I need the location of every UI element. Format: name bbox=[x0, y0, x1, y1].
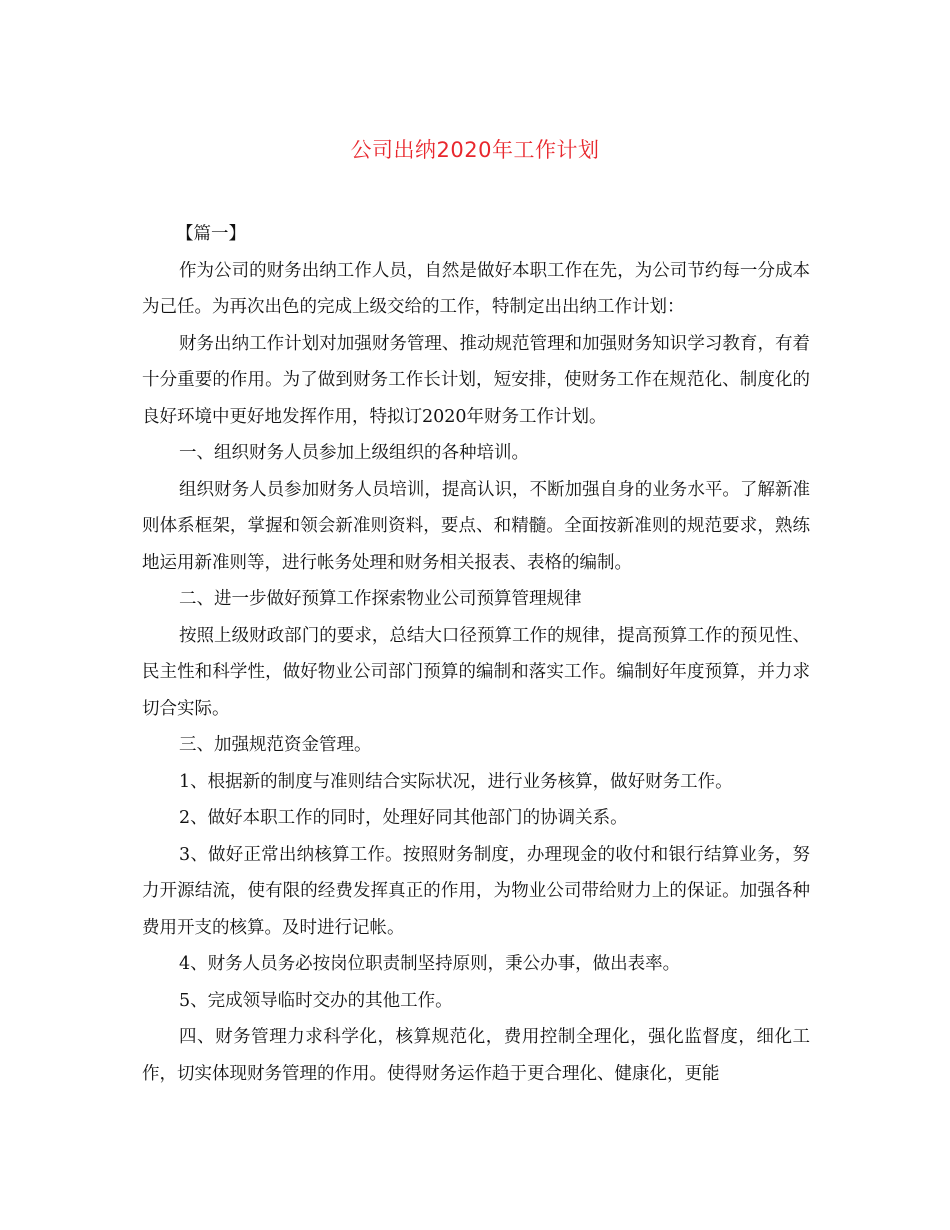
document-title: 公司出纳2020年工作计划 bbox=[350, 138, 600, 162]
section-label: 【篇一】 bbox=[176, 224, 246, 244]
paragraph: 按照上级财政部门的要求，总结大口径预算工作的规律，提高预算工作的预见性、民主性和科学性，做好物业公司部门预算的编制和落实工作。编制好年度预算，并力求切合实际。 bbox=[142, 625, 810, 719]
paragraph: 5、完成领导临时交办的其他工作。 bbox=[179, 990, 453, 1011]
paragraph: 四、财务管理力求科学化，核算规范化，费用控制全理化，强化监督度，细化工作，切实体现财务管理的作用。使得财务运作趋于更合理化、健康化，更能 bbox=[142, 1027, 810, 1084]
paragraph: 财务出纳工作计划对加强财务管理、推动规范管理和加强财务知识学习教育，有着十分重要的作用。为了做到财务工作长计划，短安排，使财务工作在规范化、制度化的良好环境中更好地发挥作用，特拟订2020年财务工作计划。 bbox=[142, 333, 810, 427]
paragraph: 三、加强规范资金管理。 bbox=[179, 735, 372, 755]
paragraph: 一、组织财务人员参加上级组织的各种培训。 bbox=[179, 443, 529, 463]
paragraph: 3、做好正常出纳核算工作。按照财务制度，办理现金的收付和银行结算业务，努力开源结流，使有限的经费发挥真正的作用，为物业公司带给财力上的保证。加强各种费用开支的核算。及时进行记帐。 bbox=[142, 844, 810, 938]
paragraph: 2、做好本职工作的同时，处理好同其他部门的协调关系。 bbox=[179, 808, 628, 828]
paragraph: 二、进一步做好预算工作探索物业公司预算管理规律 bbox=[179, 589, 582, 609]
paragraph: 组织财务人员参加财务人员培训，提高认识，不断加强自身的业务水平。了解新准则体系框架，掌握和领会新准则资料，要点、和精髓。全面按新准则的规范要求，熟练地运用新准则等，进行帐务处理和财务相关报表、表格的编制。 bbox=[142, 479, 810, 573]
paragraph: 4、财务人员务必按岗位职责制坚持原则，秉公办事，做出表率。 bbox=[179, 954, 681, 974]
document-body bbox=[142, 216, 810, 1092]
paragraph: 1、根据新的制度与准则结合实际状况，进行业务核算，做好财务工作。 bbox=[179, 771, 733, 792]
paragraph: 作为公司的财务出纳工作人员，自然是做好本职工作在先，为公司节约每一分成本为己任。为再次出色的完成上级交给的工作，特制定出出纳工作计划： bbox=[142, 260, 810, 317]
